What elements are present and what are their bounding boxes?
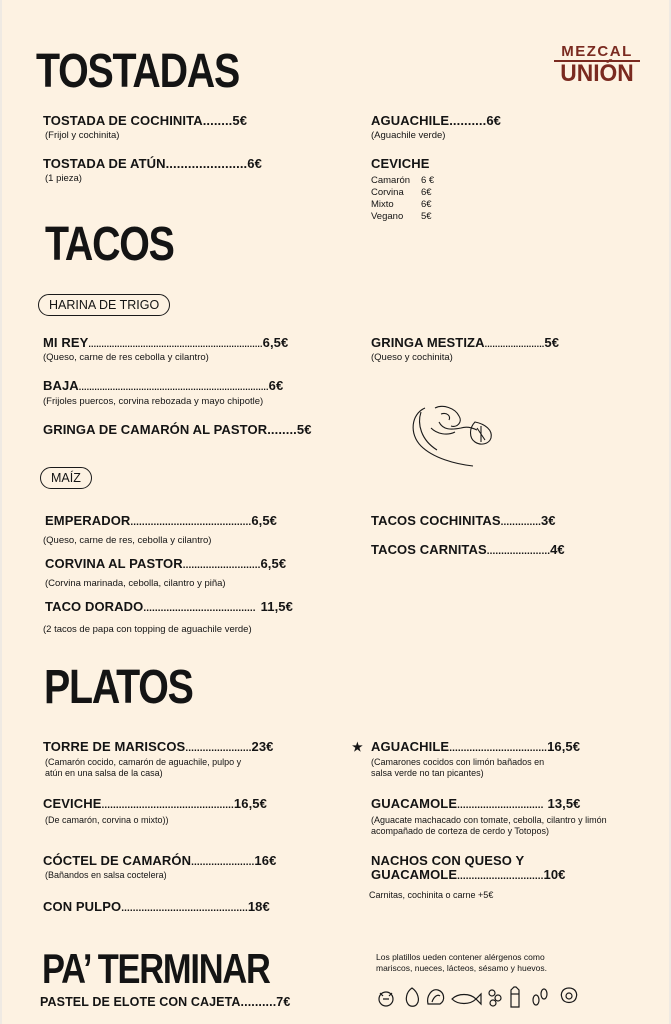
egg-icon — [402, 986, 422, 1008]
taco-emperador — [45, 513, 277, 531]
allergens-note: Los platillos ueden contener alérgenos como mariscos, nueces, lácteos, sésamo y huevos. — [376, 952, 548, 973]
item-dots: ...................... — [486, 546, 551, 557]
plato-coctel — [43, 853, 276, 871]
item-price: 23€ — [251, 739, 274, 754]
brand-logo — [554, 44, 640, 86]
postre-pastel — [40, 994, 290, 1010]
item-name: TORRE DE MARISCOS — [43, 739, 186, 754]
plato-aguachile — [352, 739, 580, 757]
option-name: Vegano — [371, 211, 404, 222]
item-price: 11,5€ — [260, 599, 293, 614]
plato-torre-desc: (Camarón cocido, camarón de aguachile, pulpo y atún en una salsa de la casa) — [45, 757, 242, 778]
plato-nachos — [371, 867, 565, 885]
item-price: 10€ — [543, 867, 566, 882]
item-name: GRINGA DE CAMARÓN AL PASTOR — [43, 422, 268, 437]
gluten-icon — [558, 986, 580, 1008]
taco-mi-rey — [43, 335, 288, 352]
item-name: MI REY — [43, 335, 89, 350]
item-name: BAJA — [43, 378, 79, 393]
item-price: 6,5€ — [262, 335, 289, 350]
option-name: Mixto — [371, 199, 394, 210]
taco-gringa-mestiza — [371, 335, 559, 352]
plato-torre — [43, 739, 274, 757]
ceviche-option — [371, 175, 434, 187]
section-title-tostadas: TOSTADAS — [36, 45, 240, 98]
plato-coctel-desc: (Bañandos en salsa coctelera) — [45, 870, 167, 880]
ceviche-option — [371, 187, 434, 199]
item-dots: ................................................................... — [88, 339, 263, 349]
taco-corvina-desc: (Corvina marinada, cebolla, cilantro y piña) — [45, 578, 226, 589]
item-dots: .......... — [240, 995, 277, 1009]
item-dots: .......... — [449, 113, 487, 128]
option-price: 5€ — [421, 211, 432, 222]
nuts-icon — [486, 986, 504, 1008]
item-name: TACOS COCHINITAS — [371, 513, 501, 528]
star-icon: ★ — [352, 740, 363, 754]
plato-nachos-desc: Carnitas, cochinita o carne +5€ — [369, 890, 494, 900]
option-price: 6€ — [421, 187, 432, 198]
tostada-aguachile-desc: (Aguachile verde) — [371, 130, 446, 141]
ceviche-option — [371, 199, 434, 211]
item-dots: .............................................. — [101, 800, 234, 811]
taco-baja — [43, 378, 283, 395]
plato-aguachile-desc: (Camarones cocidos con limón bañados en salsa verde no tan picantes) — [371, 757, 545, 778]
item-price: 13,5€ — [547, 796, 581, 811]
item-name: CÓCTEL DE CAMARÓN — [43, 853, 192, 868]
mollusc-icon — [424, 986, 448, 1008]
section-title-platos: PLATOS — [44, 661, 193, 714]
item-name: CORVINA AL PASTOR — [45, 556, 183, 571]
tag-maiz: MAÍZ — [40, 467, 92, 489]
ceviche-options — [371, 175, 434, 223]
taco-emperador-desc: (Queso, carne de res, cebolla y cilantro) — [43, 535, 212, 546]
item-price: 4€ — [550, 542, 565, 557]
item-dots: ...................... — [191, 857, 255, 868]
plato-ceviche-desc: (De camarón, corvina o mixto)) — [45, 815, 169, 825]
item-price: 6€ — [247, 156, 262, 171]
allergen-icons — [374, 984, 589, 1010]
sesame-icon — [530, 986, 550, 1008]
taco-cochinitas — [371, 513, 556, 531]
item-name: CEVICHE — [43, 796, 102, 811]
tostada-ceviche: CEVICHE — [371, 156, 430, 171]
fish-icon — [450, 991, 482, 1007]
tag-harina-de-trigo: HARINA DE TRIGO — [38, 294, 170, 316]
tostada-atun — [43, 156, 262, 172]
milk-icon — [508, 985, 522, 1009]
item-name: CON PULPO — [43, 899, 122, 914]
item-dots: ....................... — [185, 743, 252, 754]
item-name: AGUACHILE — [371, 739, 450, 754]
item-price: 5€ — [544, 335, 560, 350]
tostada-cochinita-desc: (Frijol y cochinita) — [45, 130, 120, 141]
taco-illustration-icon — [407, 400, 497, 472]
item-price: 16,5€ — [233, 796, 267, 811]
item-price: 16€ — [254, 853, 277, 868]
item-price: 16,5€ — [547, 739, 581, 754]
plato-nachos-line1: NACHOS CON QUESO Y — [371, 853, 525, 868]
option-price: 6 € — [421, 175, 435, 186]
item-dots: .............................. — [457, 871, 544, 882]
item-name: TOSTADA DE ATÚN — [43, 156, 166, 171]
plato-guacamole-desc: (Aguacate machacado con tomate, cebolla, cilantro y limón acompañado de corteza de cerdo y Totopos) — [371, 815, 607, 836]
item-dots: ....................... — [484, 339, 545, 349]
item-name: PASTEL DE ELOTE CON CAJETA — [40, 995, 241, 1009]
section-title-pa-terminar: PA’ TERMINAR — [42, 945, 270, 992]
brand-line2: UNIÓN — [560, 60, 634, 87]
option-name: Camarón — [371, 175, 411, 186]
ceviche-option — [371, 211, 434, 223]
item-price: 6€ — [486, 113, 501, 128]
item-dots: ........ — [267, 422, 297, 437]
brand-line1: MEZCAL — [554, 44, 640, 62]
item-price: 6€ — [268, 378, 284, 393]
item-dots: .................................. — [449, 743, 548, 754]
crustacean-icon — [374, 986, 398, 1010]
taco-carnitas — [371, 542, 565, 560]
item-dots: ........................... — [182, 560, 261, 571]
taco-dorado — [45, 599, 293, 617]
item-price: 3€ — [540, 513, 556, 528]
option-price: 6€ — [421, 199, 432, 210]
item-dots: ....................................... — [143, 603, 256, 614]
item-name: GUACAMOLE — [371, 867, 458, 882]
tostada-cochinita — [43, 113, 247, 129]
item-name: AGUACHILE — [371, 113, 450, 128]
taco-corvina — [45, 556, 286, 574]
taco-mi-rey-desc: (Queso, carne de res cebolla y cilantro) — [43, 352, 209, 363]
item-price: 6,5€ — [260, 556, 287, 571]
tostada-atun-desc: (1 pieza) — [45, 173, 82, 184]
item-dots: .............. — [500, 517, 541, 528]
section-title-tacos: TACOS — [45, 218, 174, 271]
taco-dorado-desc: (2 tacos de papa con topping de aguachile verde) — [43, 624, 252, 635]
item-name: GUACAMOLE — [371, 796, 458, 811]
menu-page — [2, 0, 669, 1024]
taco-baja-desc: (Frijoles puercos, corvina rebozada y mayo chipotle) — [43, 396, 264, 407]
plato-guacamole — [371, 796, 581, 814]
item-name: TACOS CARNITAS — [371, 542, 487, 557]
option-name: Corvina — [371, 187, 404, 198]
item-price: 5€ — [296, 422, 312, 437]
item-dots: ...................... — [165, 156, 248, 171]
item-price: 18€ — [247, 899, 270, 914]
item-name: TOSTADA DE COCHINITA — [43, 113, 203, 128]
taco-gringa-camaron — [43, 422, 312, 438]
item-dots: .......................................... — [130, 517, 252, 528]
plato-ceviche — [43, 796, 267, 814]
item-name: GRINGA MESTIZA — [371, 335, 485, 350]
plato-pulpo — [43, 899, 270, 917]
taco-gringa-mestiza-desc: (Queso y cochinita) — [371, 352, 453, 363]
item-price: 5€ — [232, 113, 248, 128]
item-dots: .............................. — [457, 800, 544, 811]
item-name: TACO DORADO — [45, 599, 144, 614]
item-dots: ............................................ — [121, 903, 248, 914]
item-dots: ........ — [202, 113, 233, 128]
item-name: EMPERADOR — [45, 513, 131, 528]
item-price: 6,5€ — [251, 513, 278, 528]
item-dots: ......................................................................... — [78, 382, 269, 392]
tostada-aguachile — [371, 113, 501, 129]
item-price: 7€ — [276, 995, 291, 1009]
